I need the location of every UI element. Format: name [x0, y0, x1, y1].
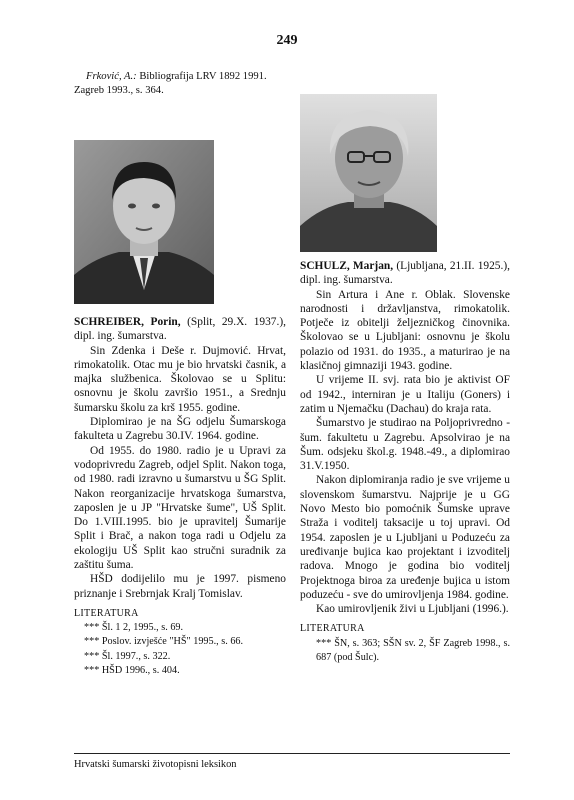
- entry-paragraph: Sin Artura i Ane r. Oblak. Slovenske narodnosti i državljanstva, rimokatolik. Potječe iz obitelji željezničkog činovnika. Školovao se u Ljubljani: osnovnu je školu polazio od 1931. do 1935., a maturirao je na klasičnoj gimnaziji 1943. godine.: [300, 288, 510, 373]
- literature-item: *** Poslov. izvješće "HŠ" 1995., s. 66.: [84, 636, 244, 648]
- entry-birth-info: (Split, 29.X. 1937.), dipl. ing. šumarstva.: [74, 316, 286, 343]
- reference-author: Frković, A.:: [86, 71, 137, 82]
- portrait-photo-schulz: [300, 94, 437, 252]
- entry-paragraph: HŠD dodijelilo mu je 1997. pismeno priznanje i Srebrnjak Kralj Tomislav.: [74, 573, 286, 600]
- entry-paragraph: Od 1955. do 1980. radio je u Upravi za vodoprivredu Zagreb, odjel Split. Nakon toga, od 1980. radi izravno u šumarstvu u ŠG Split. Nakon reorganizacije hrvatskoga šumarstva, zaposlen je u JP "Hrvatske šume", UŠ Split. Do 1.VIII.1995. bio je upravitelj Šumarije Split i Brač, a nakon toga radi u Odjelu za ekologiju UŠ Split kao stručni suradnik za zaštitu šuma.: [74, 444, 286, 572]
- footer-divider: [74, 753, 510, 754]
- literature-item: *** ŠN, s. 363; SŠN sv. 2, ŠF Zagreb 1998., s. 687 (pod Šulc).: [316, 637, 510, 663]
- reference-text: Bibliografija LRV 1892 1991. Zagreb 1993., s. 364.: [74, 71, 267, 97]
- literature-item: *** Šl. 1997., s. 322.: [84, 650, 171, 662]
- footer-title: Hrvatski šumarski životopisni leksikon: [74, 759, 237, 770]
- entry-heading: [74, 315, 286, 344]
- literature-heading: LITERATURA: [74, 607, 139, 619]
- entry-schulz: [300, 259, 510, 665]
- bibliography-reference: [74, 70, 286, 99]
- entry-paragraph: Sin Zdenka i Deše r. Dujmović. Hrvat, rimokatolik. Otac mu je bio hrvatski časnik, a majka službenica. Školovao se u Splitu: osnovnu je školu završio 1951., a Srednju šumarsku školu za krš 1955. godine.: [74, 344, 286, 414]
- portrait-photo-schreiber: [74, 140, 214, 304]
- entry-paragraph: Šumarstvo je studirao na Poljoprivredno - šum. fakultetu u Zagrebu. Apsolvirao je na Šum. odsjeku škol.g. 1948.-49., a diplomirao 31.V.1950.: [300, 417, 510, 473]
- literature-list: [300, 622, 510, 665]
- entry-heading: [300, 259, 510, 288]
- entry-paragraph: Nakon diplomiranja radio je sve vrijeme u slovenskom šumarstvu. Najprije je u GG Novo Mesto bio pomoćnik Šumske uprave Straža i voditelj taksacije u toj upravi. Od 1954. zaposlen je u Ljubljani u Poduzeću za uređivanje bujica kao projektant i izvoditelj radova. Mnogo je godina bio voditelj Projektnoga biroa za uređenje bujica u istom poduzeću - sve do umirovljenja 1984. godine.: [300, 474, 510, 601]
- literature-heading: LITERATURA: [300, 623, 365, 635]
- entry-birth-info: (Ljubljana, 21.II. 1925.), dipl. ing. šumarstva.: [300, 260, 510, 287]
- entry-name: SCHULZ, Marjan,: [300, 260, 394, 272]
- literature-item: *** Šl. 1 2, 1995., s. 69.: [84, 622, 184, 634]
- entry-schreiber: [74, 315, 286, 678]
- page-number: 249: [276, 33, 298, 48]
- entry-name: SCHREIBER, Porin,: [74, 316, 181, 328]
- entry-paragraph: Kao umirovljenik živi u Ljubljani (1996.).: [316, 603, 509, 616]
- literature-item: *** HŠD 1996., s. 404.: [84, 664, 180, 676]
- literature-list: [74, 607, 286, 678]
- entry-paragraph: U vrijeme II. svj. rata bio je aktivist OF od 1942., interniran je u Italiju (Goners) i zatim u Njemačku (Dachau) do kraja rata.: [300, 374, 510, 415]
- entry-paragraph: Diplomirao je na ŠG odjelu Šumarskoga fakulteta u Zagrebu 30.IV. 1964. godine.: [74, 416, 286, 443]
